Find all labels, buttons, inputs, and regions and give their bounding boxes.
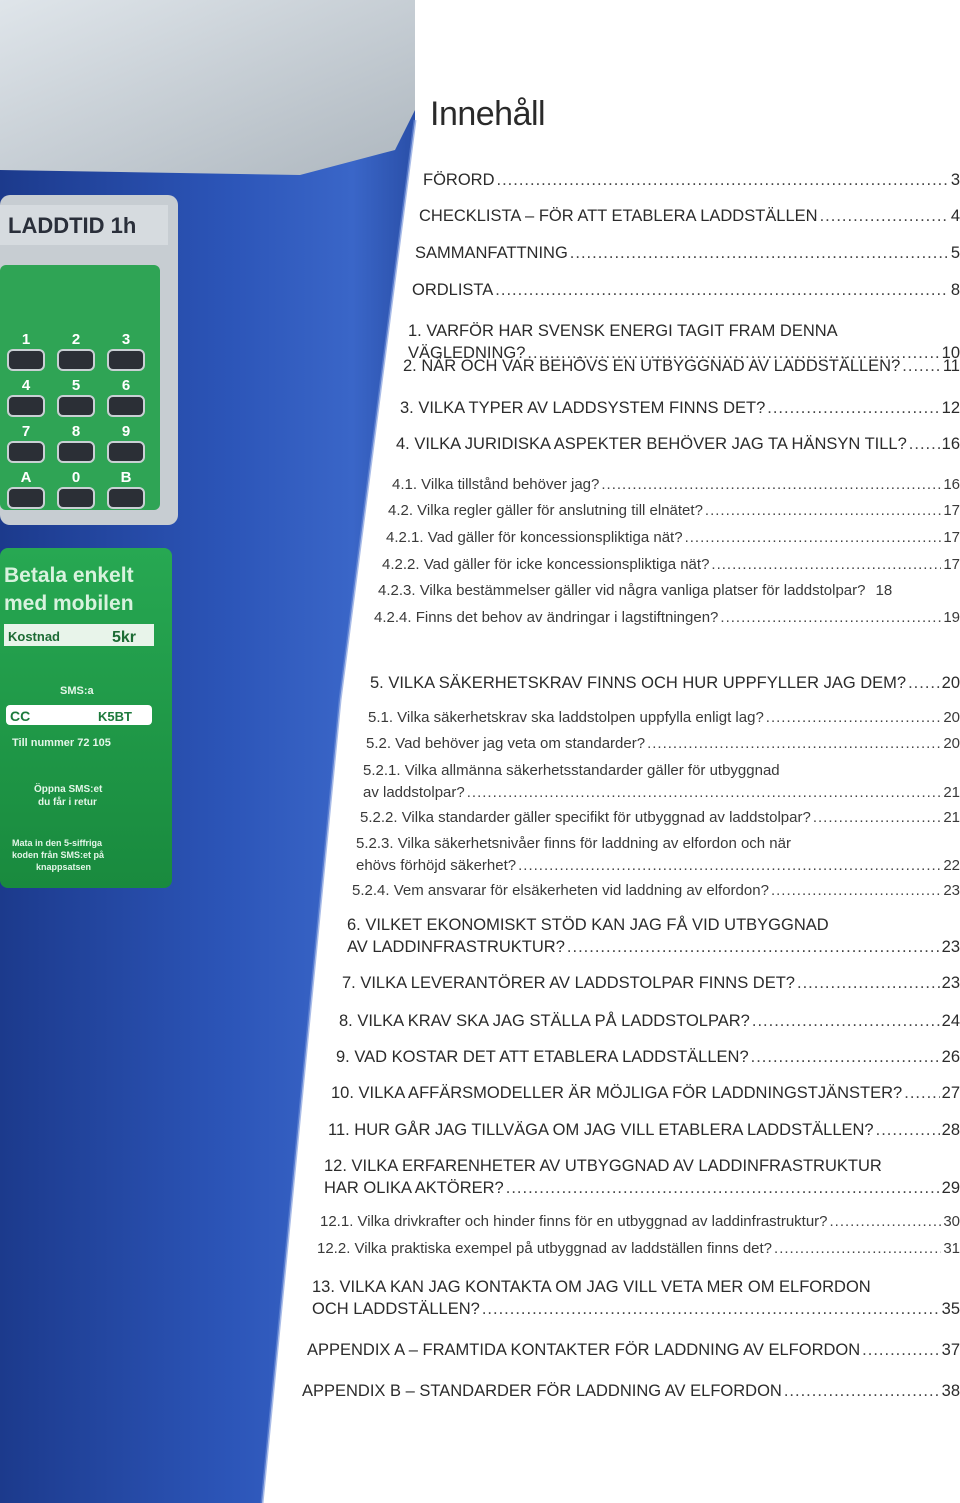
toc-entry-title-cont: ehövs förhöjd säkerhet? bbox=[356, 857, 517, 874]
toc-entry-title: CHECKLISTA – FÖR ATT ETABLERA LADDSTÄLLEN bbox=[419, 207, 818, 225]
toc-entry-title: 5.2.2. Vilka standarder gäller specifikt för utbyggnad av laddstolpar? bbox=[360, 809, 811, 826]
toc-page-number: 31 bbox=[943, 1240, 960, 1257]
toc-entry[interactable] bbox=[378, 580, 960, 602]
keypad-key[interactable] bbox=[108, 350, 144, 370]
dot-leader bbox=[467, 782, 942, 804]
cost-label: Kostnad bbox=[8, 629, 60, 644]
toc-page-number: 23 bbox=[941, 938, 960, 956]
dot-leader bbox=[767, 397, 939, 419]
dot-leader bbox=[909, 433, 940, 455]
toc-entry[interactable] bbox=[328, 1119, 960, 1141]
toc-page-number: 22 bbox=[943, 857, 960, 874]
toc-page-number: 23 bbox=[943, 882, 960, 899]
toc-entry[interactable] bbox=[400, 397, 960, 419]
toc-entry-title: 4.2. Vilka regler gäller för anslutning till elnätet? bbox=[388, 502, 703, 519]
toc-entry[interactable] bbox=[366, 733, 960, 755]
toc-entry[interactable] bbox=[392, 474, 960, 496]
toc-page-number: 16 bbox=[943, 476, 960, 493]
toc-entry[interactable] bbox=[396, 433, 960, 455]
sign-label: LADDTID 1h bbox=[8, 213, 137, 238]
keypad-key-label: 3 bbox=[121, 331, 131, 348]
toc-entry[interactable] bbox=[360, 807, 960, 829]
dot-leader bbox=[705, 500, 941, 522]
toc-entry-title: 10. VILKA AFFÄRSMODELLER ÄR MÖJLIGA FÖR LADDNINGSTJÄNSTER? bbox=[331, 1084, 903, 1102]
dot-leader bbox=[685, 527, 942, 549]
dot-leader bbox=[495, 279, 949, 301]
toc-entry-title: 4.2.1. Vad gäller för koncessionspliktiga nät? bbox=[386, 529, 683, 546]
keypad-key-label: 5 bbox=[71, 377, 81, 394]
keypad-key-label: 4 bbox=[21, 377, 31, 394]
enter-code-1: Mata in den 5-siffriga bbox=[12, 838, 103, 848]
dot-leader bbox=[830, 1211, 942, 1233]
keypad-key-label: 1 bbox=[21, 331, 31, 348]
keypad-key[interactable] bbox=[8, 442, 44, 462]
keypad-key[interactable] bbox=[8, 396, 44, 416]
toc-page-number: 4 bbox=[950, 207, 960, 225]
toc-page-number: 8 bbox=[950, 281, 960, 299]
dot-leader bbox=[862, 1339, 939, 1361]
toc-entry[interactable] bbox=[374, 607, 960, 629]
toc-page-number: 28 bbox=[941, 1121, 960, 1139]
dot-leader bbox=[720, 607, 941, 629]
dot-leader bbox=[797, 972, 940, 994]
enter-code-3: knappsatsen bbox=[36, 862, 92, 872]
toc-entry-title: 4.1. Vilka tillstånd behöver jag? bbox=[392, 476, 600, 493]
toc-entry-title: 4. VILKA JURIDISKA ASPEKTER BEHÖVER JAG TA HÄNSYN TILL? bbox=[396, 435, 907, 453]
cost-value: 5kr bbox=[112, 629, 137, 646]
panel-headline-1: Betala enkelt bbox=[4, 564, 134, 587]
keypad-key-label: 2 bbox=[71, 331, 81, 348]
keypad-key-label: 0 bbox=[71, 469, 81, 486]
toc-entry-title: 13. VILKA KAN JAG KONTAKTA OM JAG VILL VETA MER OM ELFORDON bbox=[312, 1278, 871, 1296]
keypad-key-label: 7 bbox=[21, 423, 31, 440]
keypad-key[interactable] bbox=[58, 488, 94, 508]
toc-entry-title: 5.2.1. Vilka allmänna säkerhetsstandarder gäller för utbyggnad bbox=[363, 762, 780, 779]
toc-page-number: 5 bbox=[950, 244, 960, 262]
toc-page-number: 17 bbox=[943, 556, 960, 573]
toc-entry[interactable] bbox=[342, 972, 960, 994]
toc-entry-title: 12.2. Vilka praktiska exempel på utbyggnad av laddställen finns det? bbox=[317, 1240, 773, 1257]
toc-entry[interactable] bbox=[419, 205, 960, 227]
toc-page-number: 3 bbox=[950, 171, 960, 189]
toc-entry-title: 9. VAD KOSTAR DET ATT ETABLERA LADDSTÄLLEN? bbox=[336, 1048, 749, 1066]
toc-entry-title: FÖRORD bbox=[423, 171, 495, 189]
dot-leader bbox=[751, 1046, 940, 1068]
toc-entry-title: APPENDIX B – STANDARDER FÖR LADDNING AV ELFORDON bbox=[302, 1382, 782, 1400]
toc-entry[interactable] bbox=[339, 1010, 960, 1032]
toc-entry[interactable] bbox=[352, 880, 960, 902]
toc-entry-title: 4.2.2. Vad gäller för icke koncessionspliktiga nät? bbox=[382, 556, 710, 573]
toc-entry-title: 3. VILKA TYPER AV LADDSYSTEM FINNS DET? bbox=[400, 399, 766, 417]
dot-leader bbox=[711, 554, 941, 576]
toc-entry-title: 5.1. Vilka säkerhetskrav ska laddstolpen uppfylla enligt lag? bbox=[368, 709, 764, 726]
toc-entry[interactable] bbox=[412, 279, 960, 301]
keypad-key[interactable] bbox=[108, 442, 144, 462]
toc-entry-title: 12. VILKA ERFARENHETER AV UTBYGGNAD AV LADDINFRASTRUKTUR bbox=[324, 1157, 882, 1175]
toc-entry-title: 7. VILKA LEVERANTÖRER AV LADDSTOLPAR FINNS DET? bbox=[342, 974, 795, 992]
toc-entry[interactable] bbox=[368, 707, 960, 729]
toc-entry-title: 8. VILKA KRAV SKA JAG STÄLLA PÅ LADDSTOLPAR? bbox=[339, 1012, 750, 1030]
toc-entry[interactable] bbox=[423, 169, 960, 191]
toc-entry[interactable] bbox=[363, 760, 960, 804]
toc-entry-title-cont: AV LADDINFRASTRUKTUR? bbox=[347, 938, 565, 956]
dot-leader bbox=[902, 355, 941, 377]
keypad-key[interactable] bbox=[58, 442, 94, 462]
toc-entry[interactable] bbox=[386, 527, 960, 549]
toc-entry-title: 5. VILKA SÄKERHETSKRAV FINNS OCH HUR UPPFYLLER JAG DEM? bbox=[370, 674, 907, 692]
sms-code: K5BT bbox=[98, 709, 132, 724]
toc-entry[interactable] bbox=[388, 500, 960, 522]
number-line: Till nummer 72 105 bbox=[12, 737, 111, 749]
dot-leader bbox=[774, 1238, 941, 1260]
dot-leader bbox=[647, 733, 941, 755]
open-sms-2: du får i retur bbox=[38, 797, 97, 808]
toc-page-number: 23 bbox=[941, 974, 960, 992]
toc-page-number: 21 bbox=[943, 784, 960, 801]
dot-leader bbox=[482, 1298, 940, 1320]
toc-page-number: 26 bbox=[941, 1048, 960, 1066]
toc-entry-title: 1. VARFÖR HAR SVENSK ENERGI TAGIT FRAM DENNA bbox=[408, 322, 838, 340]
keypad-key[interactable] bbox=[8, 350, 44, 370]
toc-entry[interactable] bbox=[302, 1380, 960, 1402]
toc-page-number: 24 bbox=[941, 1012, 960, 1030]
toc-entry[interactable] bbox=[370, 672, 960, 694]
dot-leader bbox=[771, 880, 941, 902]
keypad-key-label: 6 bbox=[121, 377, 131, 394]
keypad-key-label: A bbox=[20, 469, 32, 486]
toc-entry[interactable] bbox=[356, 833, 960, 877]
dot-leader bbox=[820, 205, 949, 227]
dot-leader bbox=[518, 855, 941, 877]
keypad-key[interactable] bbox=[108, 396, 144, 416]
toc-page-number: 17 bbox=[943, 529, 960, 546]
toc-entry-title: 4.2.3. Vilka bestämmelser gäller vid några vanliga platser för laddstolpar? bbox=[378, 582, 866, 599]
toc-entry-title: ORDLISTA bbox=[412, 281, 494, 299]
toc-entry-title-cont: HAR OLIKA AKTÖRER? bbox=[324, 1179, 504, 1197]
toc-entry-title: 5.2.4. Vem ansvarar för elsäkerheten vid laddning av elfordon? bbox=[352, 882, 769, 899]
toc-entry-title: 5.2.3. Vilka säkerhetsnivåer finns för laddning av elfordon och när bbox=[356, 835, 791, 852]
keypad-key[interactable] bbox=[58, 350, 94, 370]
toc-page-number: 19 bbox=[943, 609, 960, 626]
toc-page-number: 12 bbox=[941, 399, 960, 417]
toc-page-number: 16 bbox=[941, 435, 960, 453]
toc-entry-title: 6. VILKET EKONOMISKT STÖD KAN JAG FÅ VID UTBYGGNAD bbox=[347, 916, 829, 934]
dot-leader bbox=[766, 707, 942, 729]
toc-page-number: 29 bbox=[941, 1179, 960, 1197]
dot-leader bbox=[904, 1082, 939, 1104]
toc-entry-title-cont: OCH LADDSTÄLLEN? bbox=[312, 1300, 480, 1318]
dot-leader bbox=[752, 1010, 940, 1032]
toc-entry-title: 4.2.4. Finns det behov av ändringar i lagstiftningen? bbox=[374, 609, 719, 626]
toc-page-number: 17 bbox=[943, 502, 960, 519]
toc-entry[interactable] bbox=[336, 1046, 960, 1068]
toc-page-number: 18 bbox=[875, 582, 893, 599]
toc-entry[interactable] bbox=[415, 242, 960, 264]
toc-entry-title: 5.2. Vad behöver jag veta om standarder? bbox=[366, 735, 646, 752]
enter-code-2: koden från SMS:et på bbox=[12, 850, 105, 860]
toc-entry-title-cont: VÄGLEDNING? bbox=[408, 344, 526, 362]
keypad-key-label: 9 bbox=[121, 423, 131, 440]
toc-entry[interactable] bbox=[324, 1155, 960, 1199]
dot-leader bbox=[506, 1177, 940, 1199]
toc-page-number: 20 bbox=[941, 674, 960, 692]
toc-entry-title: APPENDIX A – FRAMTIDA KONTAKTER FÖR LADDNING AV ELFORDON bbox=[307, 1341, 861, 1359]
toc-page-number: 30 bbox=[943, 1213, 960, 1230]
toc-entry-title: SAMMANFATTNING bbox=[415, 244, 568, 262]
toc-page-number: 35 bbox=[941, 1300, 960, 1318]
toc-page-number: 20 bbox=[943, 735, 960, 752]
dot-leader bbox=[813, 807, 941, 829]
station-top-cap bbox=[0, 0, 415, 175]
keypad-key[interactable] bbox=[108, 488, 144, 508]
dot-leader bbox=[876, 1119, 940, 1141]
page-title: Innehåll bbox=[430, 95, 546, 133]
dot-leader bbox=[908, 672, 940, 694]
toc-entry-title: 11. HUR GÅR JAG TILLVÄGA OM JAG VILL ETABLERA LADDSTÄLLEN? bbox=[328, 1121, 874, 1139]
toc-entry[interactable] bbox=[312, 1276, 960, 1320]
toc-entry[interactable] bbox=[307, 1339, 960, 1361]
keypad-key[interactable] bbox=[58, 396, 94, 416]
toc-page-number: 11 bbox=[942, 357, 960, 375]
toc-entry-title: 12.1. Vilka drivkrafter och hinder finns för en utbyggnad av laddinfrastruktur? bbox=[320, 1213, 828, 1230]
dot-leader bbox=[601, 474, 941, 496]
dot-leader bbox=[567, 936, 940, 958]
toc-page-number: 10 bbox=[941, 344, 960, 362]
sms-label: SMS:a bbox=[60, 685, 94, 697]
toc-entry[interactable] bbox=[382, 554, 960, 576]
toc-page-number: 20 bbox=[943, 709, 960, 726]
toc-page-number: 37 bbox=[941, 1341, 960, 1359]
toc-entry-title-cont: av laddstolpar? bbox=[363, 784, 465, 801]
dot-leader bbox=[570, 242, 949, 264]
panel-headline-2: med mobilen bbox=[4, 592, 134, 615]
toc-page-number: 21 bbox=[943, 809, 960, 826]
toc-entry[interactable] bbox=[320, 1211, 960, 1233]
open-sms-1: Öppna SMS:et bbox=[34, 784, 103, 795]
toc-page-number: 27 bbox=[941, 1084, 960, 1102]
toc-entry[interactable] bbox=[331, 1082, 960, 1104]
cc-mark: CC bbox=[10, 708, 31, 724]
keypad-key[interactable] bbox=[8, 488, 44, 508]
dot-leader bbox=[784, 1380, 940, 1402]
keypad-key-label: B bbox=[120, 469, 132, 486]
toc-entry[interactable] bbox=[347, 914, 960, 958]
dot-leader bbox=[497, 169, 949, 191]
toc-page-number: 38 bbox=[941, 1382, 960, 1400]
toc-entry[interactable] bbox=[317, 1238, 960, 1260]
toc-entry[interactable] bbox=[403, 355, 960, 377]
keypad-key-label: 8 bbox=[71, 423, 81, 440]
toc-entry-title: 2. NÄR OCH VAR BEHÖVS EN UTBYGGNAD AV LADDSTÄLLEN? bbox=[403, 357, 901, 375]
